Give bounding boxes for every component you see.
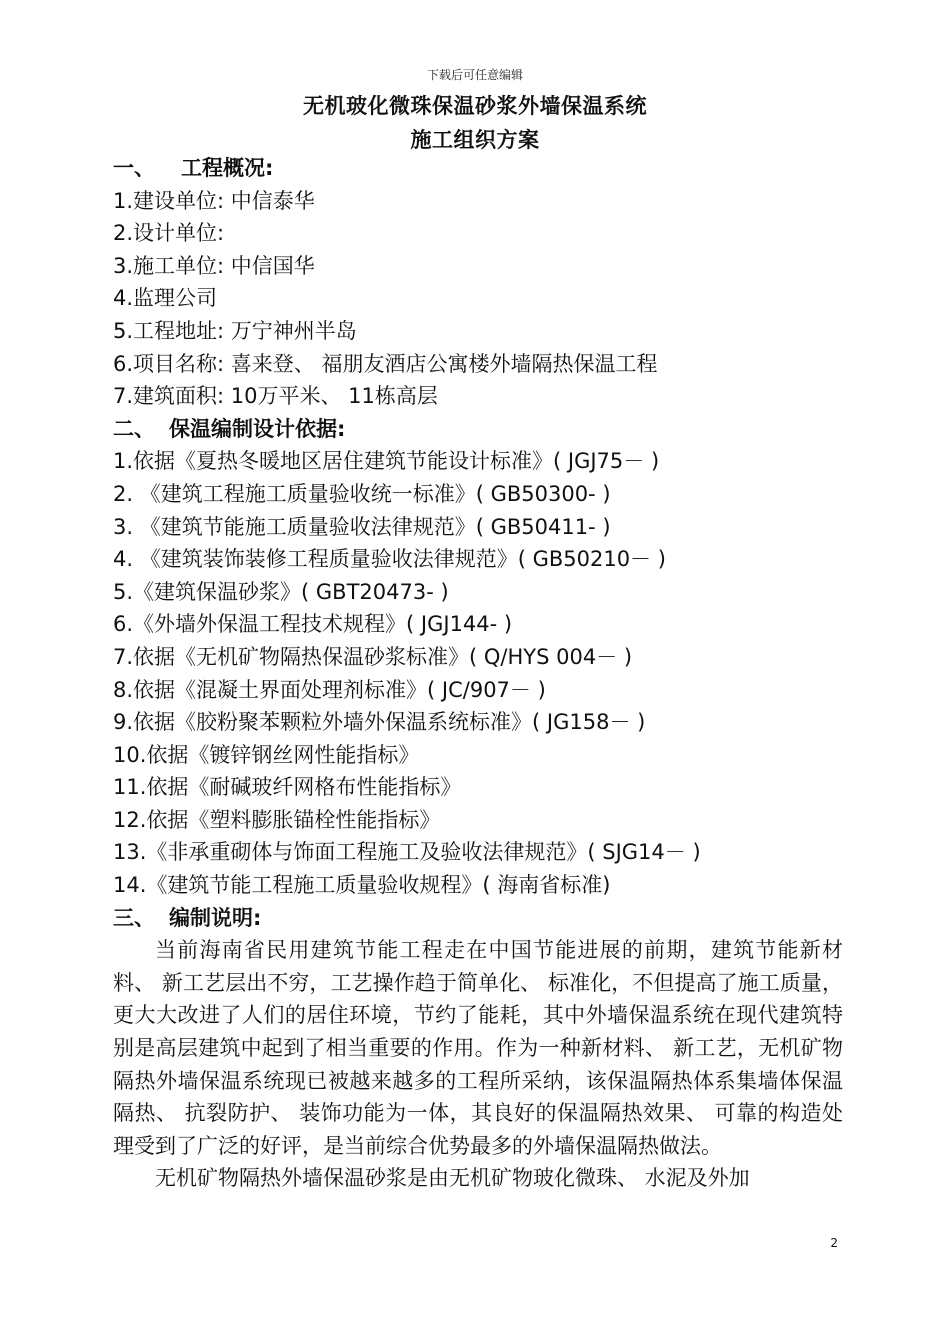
page-number: 2 bbox=[830, 1236, 838, 1250]
list-item: 10.依据《镀锌钢丝网性能指标》 bbox=[113, 742, 420, 767]
body-paragraph: 无机矿物隔热外墙保温砂浆是由无机矿物玻化微珠、 水泥及外加 bbox=[155, 1166, 750, 1191]
list-item: 12.依据《塑料膨胀锚栓性能指标》 bbox=[113, 807, 441, 832]
list-item: 11.依据《耐碱玻纤网格布性能指标》 bbox=[113, 775, 462, 800]
body-paragraph: 当前海南省民用建筑节能工程走在中国节能进展的前期，建筑节能新材料、 新工艺层出不穷，工艺操作趋于简单化、 标准化，不但提高了施工质量，更大大改进了人们的居住环境，节约了能耗，其中外墙保温系统在现代建筑特别是高层建筑中起到了相当重要的作用。作为一种新材料、 新工艺，无机矿物隔热外墙保温系统现已被越来越多的工程所采纳，该保温隔热体系集墙体保温隔热、 抗裂防护、 装饰功能为一体，其良好的保温隔热效果、 可靠的构造处理受到了广泛的好评，是当前综合优势最多的外墙保温隔热做法。 bbox=[113, 938, 843, 1158]
section-title: 编制说明: bbox=[169, 905, 262, 930]
section-title: 保温编制设计依据: bbox=[169, 416, 346, 441]
list-item: 5.工程地址: 万宁神州半岛 bbox=[113, 318, 357, 343]
list-item: 6.项目名称: 喜来登、 福朋友酒店公寓楼外墙隔热保温工程 bbox=[113, 351, 658, 376]
document-subtitle: 施工组织方案 bbox=[410, 128, 540, 152]
list-item: 7.建筑面积: 10万平米、 11栋高层 bbox=[113, 384, 438, 409]
section-heading-1 bbox=[113, 152, 843, 185]
section-number: 一、 bbox=[113, 156, 155, 180]
section-heading-3 bbox=[113, 902, 843, 935]
list-item: 5.《建筑保温砂浆》( GBT20473- ) bbox=[113, 579, 449, 604]
list-item: 4.监理公司 bbox=[113, 286, 218, 311]
list-item: 14.《建筑节能工程施工质量验收规程》( 海南省标准) bbox=[113, 873, 611, 898]
list-item: 4. 《建筑装饰装修工程质量验收法律规范》( GB50210－ ) bbox=[113, 547, 666, 572]
list-item: 13.《非承重砌体与饰面工程施工及验收法律规范》( SJG14－ ) bbox=[113, 840, 701, 865]
list-item: 3.施工单位: 中信国华 bbox=[113, 253, 315, 278]
section-title: 工程概况: bbox=[181, 156, 274, 180]
section-number: 三、 bbox=[113, 905, 155, 930]
list-item: 2.设计单位: bbox=[113, 221, 225, 246]
list-item: 7.依据《无机矿物隔热保温砂浆标准》( Q/HYS 004－ ) bbox=[113, 644, 633, 669]
section-number: 二、 bbox=[113, 416, 155, 441]
list-item: 1.建设单位: 中信泰华 bbox=[113, 188, 315, 213]
list-item: 9.依据《胶粉聚苯颗粒外墙外保温系统标准》( JG158－ ) bbox=[113, 710, 646, 735]
document-title: 无机玻化微珠保温砂浆外墙保温系统 bbox=[303, 94, 647, 118]
list-item: 3. 《建筑节能施工质量验收法律规范》( GB50411- ) bbox=[113, 514, 611, 539]
list-item: 6.《外墙外保温工程技术规程》( JGJ144- ) bbox=[113, 612, 513, 637]
list-item: 2. 《建筑工程施工质量验收统一标准》( GB50300- ) bbox=[113, 481, 611, 506]
list-item: 8.依据《混凝土界面处理剂标准》( JC/907－ ) bbox=[113, 677, 546, 702]
document-body bbox=[113, 152, 843, 1195]
header-note: 下载后可任意编辑 bbox=[426, 68, 523, 82]
section-heading-2 bbox=[113, 413, 843, 446]
list-item: 1.依据《夏热冬暖地区居住建筑节能设计标准》( JGJ75－ ) bbox=[113, 449, 660, 474]
